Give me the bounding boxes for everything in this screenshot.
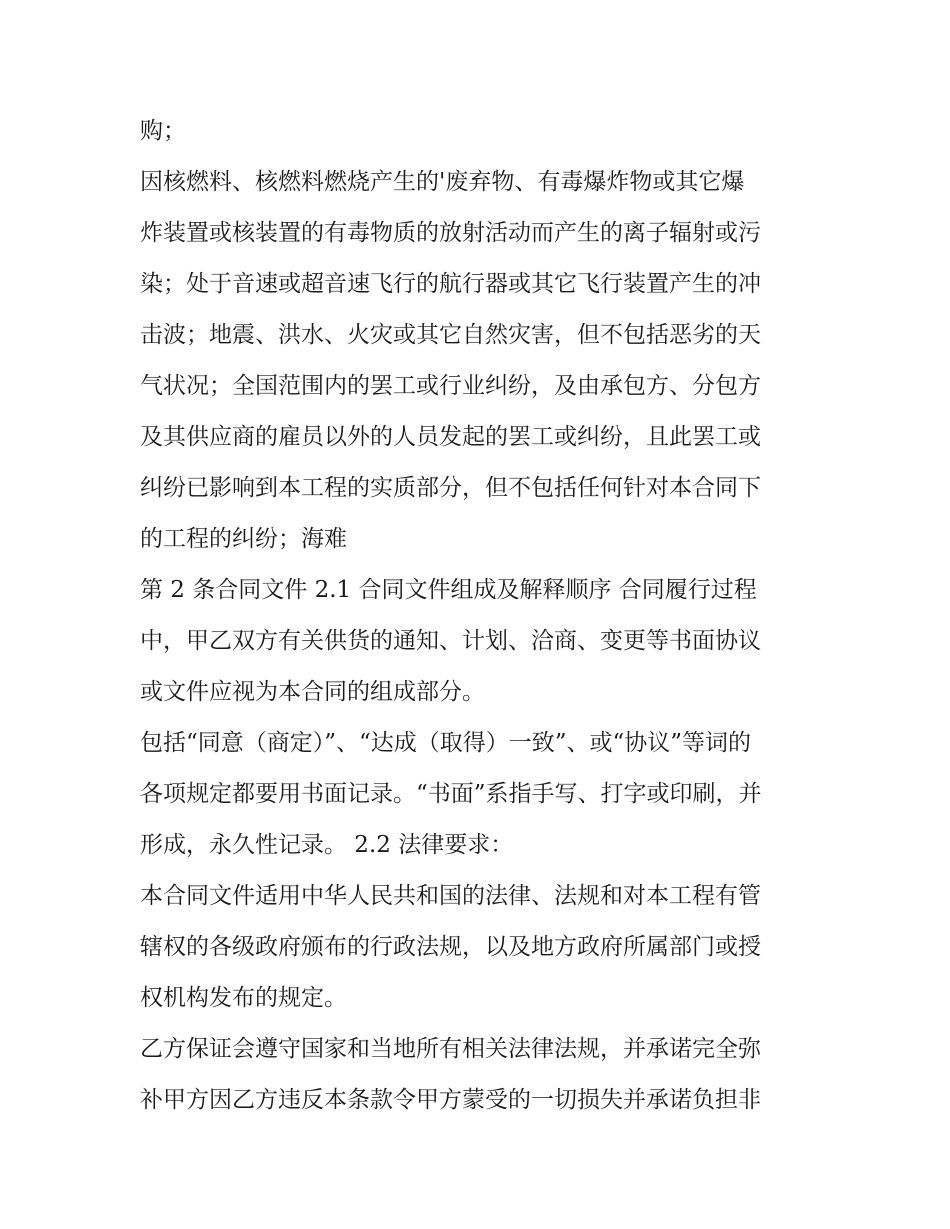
paragraph-5: [140, 871, 820, 1024]
text-line: 包括“同意（商定）”、“达成（取得）一致”、或“协议”等词的: [140, 730, 752, 756]
text-line: 气状况；全国范围内的罢工或行业纠纷，及由承包方、分包方: [140, 373, 761, 399]
text-line: 击波；地震、洪水、火灾或其它自然灾害，但不包括恶劣的天: [140, 322, 761, 348]
text-line: 各项规定都要用书面记录。“书面”系指手写、打字或印刷，并: [140, 781, 762, 807]
text-line: 因核燃料、核燃料燃烧产生的'废弃物、有毒爆炸物或其它爆: [140, 169, 745, 195]
text-line: 及其供应商的雇员以外的人员发起的罢工或纠纷，且此罢工或: [140, 424, 761, 450]
text-line: 纠纷已影响到本工程的实质部分，但不包括任何针对本合同下: [140, 475, 761, 501]
text-line: 中，甲乙双方有关供货的通知、计划、洽商、变更等书面协议: [140, 628, 761, 654]
text-line: 或文件应视为本合同的组成部分。: [140, 679, 485, 705]
document-body: [140, 106, 820, 1126]
text-line: 本合同文件适用中华人民共和国的法律、法规和对本工程有管: [140, 883, 761, 909]
text-line: 权机构发布的规定。: [140, 985, 347, 1011]
paragraph-3: [140, 565, 820, 718]
text-line: 第 2 条合同文件 2.1 合同文件组成及解释顺序 合同履行过程: [140, 577, 757, 603]
text-line: 形成，永久性记录。 2.2 法律要求：: [140, 832, 514, 858]
text-line: 购；: [140, 118, 186, 144]
text-line: 乙方保证会遵守国家和当地所有相关法律法规，并承诺完全弥: [140, 1036, 761, 1062]
paragraph-1: [140, 106, 820, 157]
text-line: 染；处于音速或超音速飞行的航行器或其它飞行装置产生的冲: [140, 271, 761, 297]
text-line: 补甲方因乙方违反本条款令甲方蒙受的一切损失并承诺负担非: [140, 1087, 761, 1113]
paragraph-6: [140, 1024, 820, 1126]
text-line: 炸装置或核装置的有毒物质的放射活动而产生的离子辐射或污: [140, 220, 761, 246]
text-line: 的工程的纠纷；海难: [140, 526, 347, 552]
text-line: 辖权的各级政府颁布的行政法规，以及地方政府所属部门或授: [140, 934, 761, 960]
paragraph-4: [140, 718, 820, 871]
paragraph-2: [140, 157, 820, 565]
